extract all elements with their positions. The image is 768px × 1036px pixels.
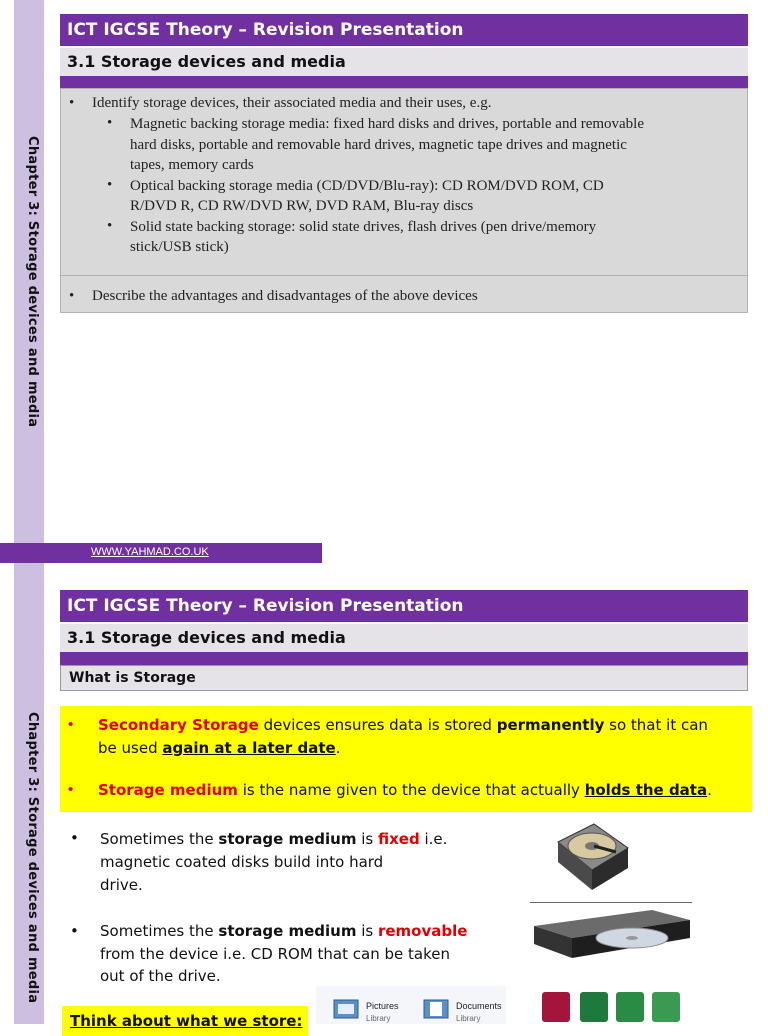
library-name: Pictures <box>366 1001 399 1011</box>
emphasis: holds the data <box>584 781 708 799</box>
bullet: • <box>107 115 113 131</box>
objective-2 <box>61 276 747 313</box>
fixed-line-2: magnetic coated disks build into hard <box>100 853 384 871</box>
title-divider <box>60 652 748 665</box>
access-icon <box>542 992 570 1022</box>
section-heading: What is Storage <box>60 665 748 691</box>
objective-item-line: hard disks, portable and removable hard drives, magnetic tape drives and magnetic <box>130 137 627 153</box>
excel-icon <box>580 992 608 1022</box>
objective-item-line: Optical backing storage media (CD/DVD/Blu-ray): CD ROM/DVD ROM, CD <box>130 178 604 194</box>
optical-drive-image <box>532 908 692 960</box>
removable-line-3: out of the drive. <box>100 967 221 985</box>
text: i.e. <box>419 830 448 848</box>
separator-line <box>530 902 692 903</box>
bullet: • <box>69 95 75 111</box>
bullet: • <box>68 716 74 733</box>
emphasis: again at a later date <box>162 739 336 757</box>
title-divider <box>60 76 748 88</box>
removable-line-2: from the device i.e. CD ROM that can be taken <box>100 945 450 963</box>
bullet: • <box>107 218 113 234</box>
removable-line-1 <box>100 922 467 940</box>
objective-2-text: Describe the advantages and disadvantages of the above devices <box>92 288 478 304</box>
emphasis: storage medium <box>218 922 357 940</box>
text: is <box>356 830 378 848</box>
bullet: • <box>68 781 74 798</box>
documents-library-icon[interactable] <box>422 996 450 1022</box>
text: devices ensures data is stored <box>258 716 497 734</box>
bullet: • <box>107 177 113 193</box>
website-link[interactable]: WWW.YAHMAD.CO.UK <box>91 546 209 558</box>
text: is the name given to the device that actually <box>237 781 585 799</box>
library-icons <box>316 986 506 1024</box>
fixed-line-3: drive. <box>100 876 143 894</box>
secondary-storage-line-1 <box>98 716 708 734</box>
bullet: • <box>69 288 75 304</box>
slide-subtitle: 3.1 Storage devices and media <box>60 48 748 76</box>
text: so that it can <box>604 716 708 734</box>
emphasis: storage medium <box>218 830 357 848</box>
objective-item-line: Magnetic backing storage media: fixed hard disks and drives, portable and removable <box>130 116 644 132</box>
slide-subtitle: 3.1 Storage devices and media <box>60 624 748 652</box>
project-icon <box>652 992 680 1022</box>
pictures-library-icon[interactable] <box>332 996 360 1022</box>
objective-lead: Identify storage devices, their associated media and their uses, e.g. <box>92 95 492 111</box>
bullet: • <box>70 829 79 847</box>
text: Sometimes the <box>100 830 219 848</box>
objective-item-line: tapes, memory cards <box>130 157 254 173</box>
objective-item-line: stick/USB stick) <box>130 239 229 255</box>
chart-app-icon <box>616 992 644 1022</box>
chapter-side-label: Chapter 3: Storage devices and media <box>25 136 40 428</box>
think-box: Think about what we store: <box>62 1006 308 1036</box>
emphasis: removable <box>377 922 468 940</box>
fixed-line-1 <box>100 830 447 848</box>
emphasis: permanently <box>496 716 605 734</box>
text: Sometimes the <box>100 922 219 940</box>
definition-box <box>60 706 752 812</box>
text: . <box>707 781 712 799</box>
slide-title: ICT IGCSE Theory – Revision Presentation <box>60 590 748 622</box>
hard-disk-image <box>554 822 630 894</box>
chapter-side-label: Chapter 3: Storage devices and media <box>25 712 40 1004</box>
objective-item-line: Solid state backing storage: solid state drives, flash drives (pen drive/memory <box>130 219 597 235</box>
library-sub: Library <box>366 1014 391 1023</box>
text: is <box>356 922 378 940</box>
bullet: • <box>70 922 79 940</box>
objective-1 <box>61 89 747 276</box>
text: . <box>335 739 341 757</box>
slide-title: ICT IGCSE Theory – Revision Presentation <box>60 14 748 46</box>
library-name: Documents <box>456 1001 502 1011</box>
objectives-box <box>60 88 748 313</box>
text: be used <box>98 739 163 757</box>
library-sub: Library <box>456 1014 481 1023</box>
emphasis: fixed <box>377 830 420 848</box>
storage-medium-term: Storage medium <box>98 781 238 799</box>
objective-item-line: R/DVD R, CD RW/DVD RW, DVD RAM, Blu-ray discs <box>130 198 474 214</box>
secondary-storage-line-2 <box>98 739 340 757</box>
storage-medium-line <box>98 781 712 799</box>
secondary-storage-term: Secondary Storage <box>98 716 259 734</box>
